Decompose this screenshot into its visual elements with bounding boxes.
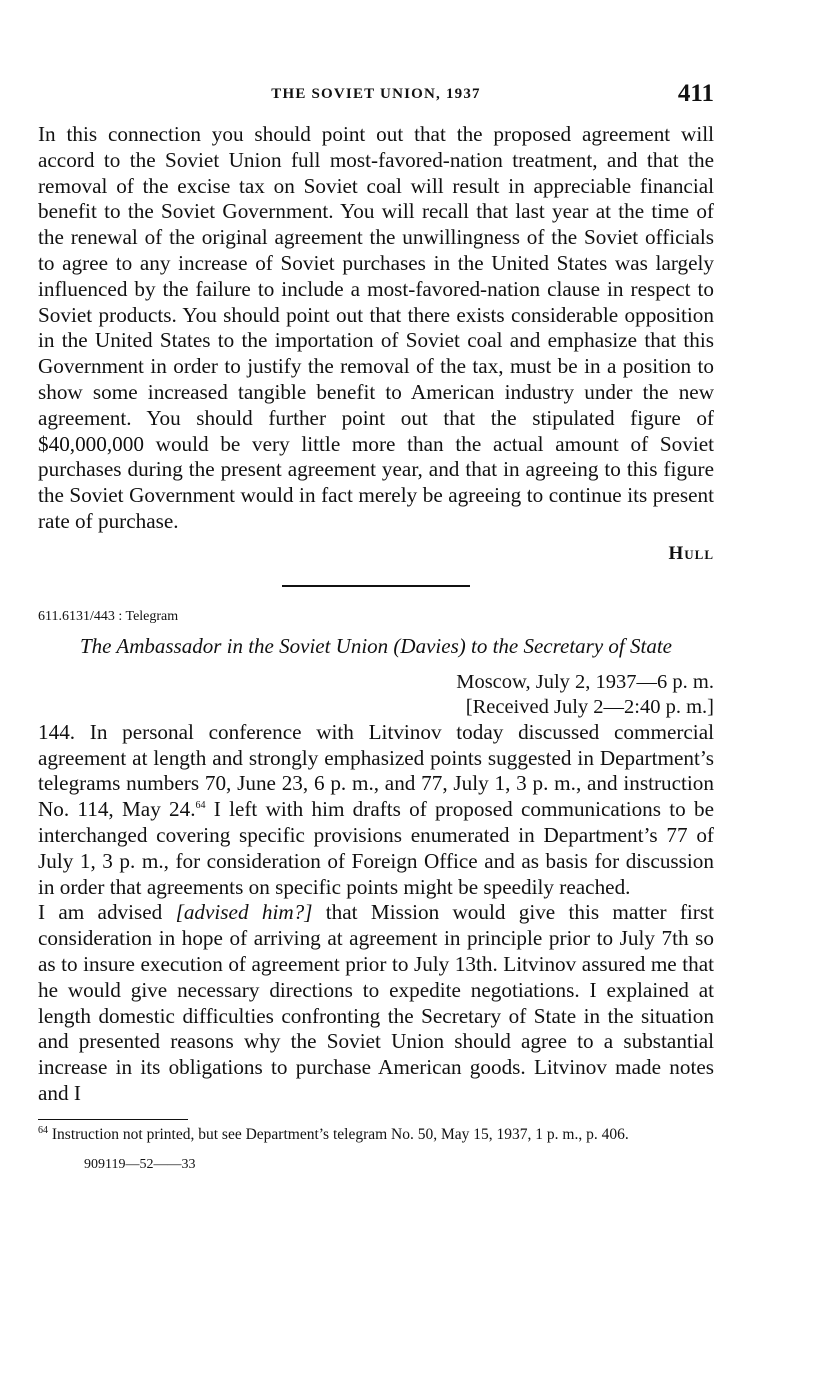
telegram-paragraph-two xyxy=(38,900,714,1106)
document-title: The Ambassador in the Soviet Union (Davies) to the Secretary of State xyxy=(80,633,672,658)
printer-imprint: 909119—52——33 xyxy=(84,1156,196,1172)
signature: Hull xyxy=(668,542,714,564)
footnote xyxy=(38,1126,714,1143)
paragraph-two-rest: that Mission would give this matter first consideration in hope of arriving at agreement in principle prior to July 7th so as to insure execution of agreement prior to July 13th. Litvinov assured me that he would give necessary directions to expedite negotiations. I explained at length domestic difficulties confronting the Secretary of State in the situation and presented reasons why the Soviet Union should agree to a substantial increase in its obligations to purchase American goods. Litvinov made notes and I xyxy=(38,900,714,1105)
telegram-paragraph-one xyxy=(38,720,714,901)
dateline-place-date: Moscow, July 2, 1937—6 p. m. xyxy=(456,670,714,693)
section-divider xyxy=(282,585,470,587)
instruction-paragraph: In this connection you should point out that the proposed agreement will accord to the Soviet Union full most-favored-nation treatment, and that the removal of the excise tax on Soviet coal will result in appreciable financial benefit to the Soviet Government. You will recall that last year at the time of the renewal of the original agreement the unwillingness of the Soviet officials to agree to any increase of Soviet purchases in the United States was largely influenced by the failure to include a most-favored-nation clause in respect to Soviet products. You should point out that there exists considerable opposition in the United States to the importation of Soviet coal and emphasize that this Government in order to justify the removal of the tax, must be in a position to show some increased tangible benefit to American industry under the new agreement. You should further point out that the stipulated figure of $40,000,000 would be very little more than the actual amount of Soviet purchases during the present agreement year, and that in agreeing to this figure the Soviet Government would in fact merely be agreeing to continue its present rate of purchase. xyxy=(38,122,714,533)
telegram-section xyxy=(38,609,714,1107)
file-reference: 611.6131/443 : Telegram xyxy=(38,608,179,624)
paragraph-one-text: 144. In personal conference with Litvinov today discussed commercial agreement at length and strongly emphasized points suggested in Department’s telegrams numbers 70, June 23, 6 p. m., and 77, July 1, 3 p. m., and instruction No. 114, May 24. xyxy=(38,719,714,822)
editorial-insertion: [advised him?] xyxy=(175,900,313,925)
dateline-received: [Received July 2—2:40 p. m.] xyxy=(465,695,714,718)
running-head xyxy=(38,78,714,114)
paragraph-one-continued: I left with him drafts of proposed communications to be interchanged covering specific provisions enumerated in Department’s 77 of July 1, 3 p. m., for consideration of Foreign Office and as basis for discussion in order that agreements on specific points might be speedily reached. xyxy=(38,797,714,899)
document-page xyxy=(38,78,714,1173)
running-title: THE SOVIET UNION, 1937 xyxy=(271,86,481,102)
footnote-text: Instruction not printed, but see Department’s telegram No. 50, May 15, 1937, 1 p. m., p. 406. xyxy=(48,1125,629,1143)
page-number: 411 xyxy=(677,80,714,107)
footnote-divider xyxy=(38,1119,188,1120)
footnote-marker: 64 xyxy=(38,1124,48,1136)
dateline xyxy=(38,670,714,720)
paragraph-two-start: I am advised xyxy=(38,900,176,925)
footnote-reference: 64 xyxy=(195,800,206,812)
